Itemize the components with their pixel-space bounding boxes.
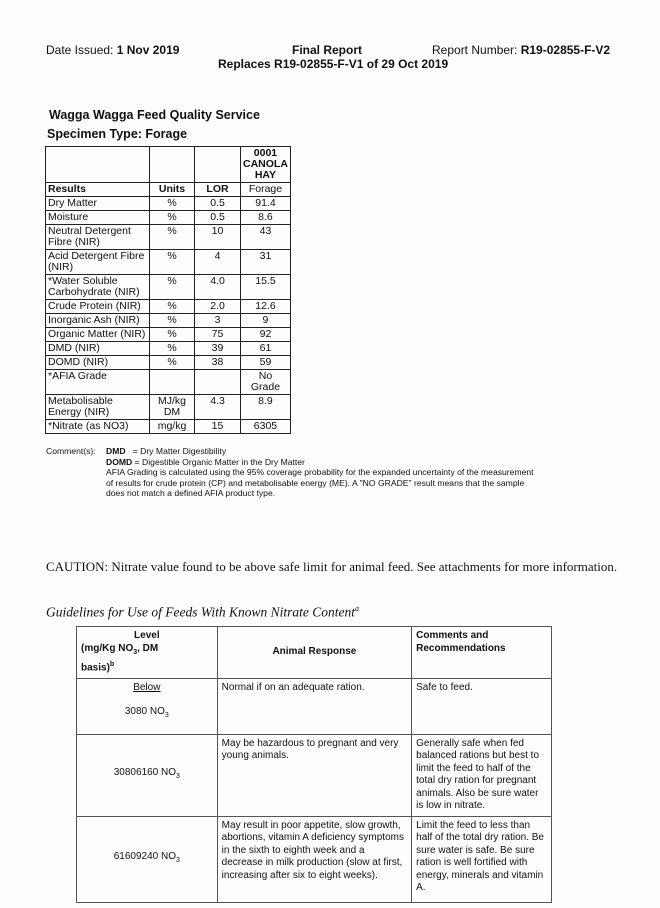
- result-lor: 39: [195, 342, 241, 356]
- level-cell: [77, 734, 218, 816]
- sample-name-2: HAY: [254, 169, 277, 181]
- result-lor: 2.0: [195, 300, 241, 314]
- result-units: %: [150, 314, 195, 328]
- result-units: %: [150, 275, 195, 300]
- result-name: DOMD (NIR): [46, 356, 150, 370]
- afia-note-line: does not match a defined AFIA product type.: [106, 488, 276, 498]
- guidelines-title-text: Guidelines for Use of Feeds With Known Nitrate Content: [46, 604, 355, 620]
- result-name: Inorganic Ash (NIR): [46, 314, 150, 328]
- empty-cell: [195, 147, 241, 183]
- report-number-value: R19-02855-F-V2: [520, 43, 611, 57]
- col-level-sup: b: [109, 661, 115, 668]
- col-level-line-1: Level: [134, 630, 160, 641]
- result-units: MJ/kg DM: [150, 395, 195, 420]
- level-value: [81, 706, 213, 723]
- result-value: 91.4: [241, 197, 291, 211]
- col-level-basis: basis): [81, 662, 110, 674]
- level-prefix: Below: [133, 681, 161, 693]
- result-name: Crude Protein (NIR): [46, 300, 150, 314]
- response-cell: May result in poor appetite, slow growth, abortions, vitamin A deficiency symptoms in the sixth to eighth week and a decrease in milk production (slow at first, increasing after six to eight weeks).: [217, 816, 411, 902]
- result-lor: 4: [195, 250, 241, 275]
- table-row: [77, 734, 552, 816]
- col-units: Units: [150, 183, 195, 197]
- response-cell: Normal if on an adequate ration.: [217, 678, 411, 734]
- result-value: 59: [241, 356, 291, 370]
- result-name: Metabolisable Energy (NIR): [46, 395, 150, 420]
- level-sub: 3: [164, 712, 169, 720]
- report-type: Final Report: [292, 43, 363, 57]
- level-value-text: 30806160 NO: [113, 767, 177, 779]
- result-units: %: [150, 211, 195, 225]
- guidelines-title: [46, 604, 359, 621]
- dmd-abbr: DMD: [106, 446, 126, 456]
- table-row: [46, 275, 291, 300]
- result-value: 43: [241, 225, 291, 250]
- level-value-text: 3080 NO: [124, 706, 165, 718]
- sample-name-1: CANOLA: [243, 158, 288, 170]
- result-lor: 0.5: [195, 211, 241, 225]
- level-sub: 3: [176, 773, 180, 781]
- level-cell: [77, 816, 218, 902]
- col-response-text: Animal Response: [272, 646, 357, 658]
- report-number-label: Report Number:: [432, 43, 518, 57]
- result-units: %: [150, 356, 195, 370]
- result-lor: [195, 370, 241, 395]
- result-value: 61: [241, 342, 291, 356]
- col-level-line-3: [81, 659, 213, 675]
- result-name: Moisture: [46, 211, 150, 225]
- result-units: %: [150, 328, 195, 342]
- comment-cell: Limit the feed to less than half of the total dry ration. Be sure water is safe. Be sure ration is well fortified with energy, minerals and vitamin A.: [412, 816, 552, 902]
- domd-definition: = Digestible Organic Matter in the Dry Matter: [134, 456, 305, 467]
- result-lor: 15: [195, 420, 241, 434]
- afia-note-line: AFIA Grading is calculated using the 95% coverage probability for the expanded uncertainty of the measurement: [106, 467, 534, 477]
- response-cell: May be hazardous to pregnant and very young animals.: [217, 734, 411, 816]
- date-issued: [46, 43, 179, 57]
- result-value: 8.6: [241, 211, 291, 225]
- comment-domd: [106, 457, 596, 468]
- result-units: %: [150, 197, 195, 211]
- guidelines-header-row: [77, 627, 552, 679]
- sample-id-text: 0001: [253, 147, 278, 159]
- comments-body: [106, 446, 596, 499]
- guidelines-table: [76, 626, 552, 903]
- table-row: [46, 197, 291, 211]
- table-row: [46, 225, 291, 250]
- table-row: [46, 250, 291, 275]
- col-lor: LOR: [195, 183, 241, 197]
- result-value: 8.9: [241, 395, 291, 420]
- level-cell: [77, 678, 218, 734]
- result-name: DMD (NIR): [46, 342, 150, 356]
- result-units: %: [150, 342, 195, 356]
- result-value: 9: [241, 314, 291, 328]
- col-level-sub: 3: [133, 648, 138, 656]
- table-row: [46, 356, 291, 370]
- result-name: Organic Matter (NIR): [46, 328, 150, 342]
- result-units: mg/kg: [150, 420, 195, 434]
- caution-text: CAUTION: Nitrate value found to be above safe limit for animal feed. See attachments for more information.: [46, 559, 618, 574]
- result-name: *AFIA Grade: [46, 370, 150, 395]
- comment-cell: Generally safe when fed balanced rations but best to limit the feed to half of the total dry ration for pregnant animals. Also be sure water is low in nitrate.: [412, 734, 552, 816]
- table-row: [77, 816, 552, 902]
- col-level-line-2: [81, 643, 213, 660]
- result-units: %: [150, 300, 195, 314]
- result-units: %: [150, 225, 195, 250]
- comment-cell: Safe to feed.: [412, 678, 552, 734]
- level-value-text: 61609240 NO: [113, 851, 177, 863]
- results-table: [45, 146, 291, 434]
- specimen-type: Specimen Type: Forage: [47, 127, 188, 141]
- report-number: [432, 43, 610, 57]
- table-row: [46, 211, 291, 225]
- result-lor: 38: [195, 356, 241, 370]
- result-value: 31: [241, 250, 291, 275]
- result-name: Dry Matter: [46, 197, 150, 211]
- table-row: [46, 395, 291, 420]
- result-name: *Water Soluble Carbohydrate (NIR): [46, 275, 150, 300]
- result-lor: 0.5: [195, 197, 241, 211]
- result-name: Acid Detergent Fibre (NIR): [46, 250, 150, 275]
- result-lor: 4.3: [195, 395, 241, 420]
- result-value: 12.6: [241, 300, 291, 314]
- afia-note-line: of results for crude protein (CP) and metabolisable energy (ME). A "NO GRADE" result means that the sample: [106, 477, 525, 488]
- table-row: [46, 314, 291, 328]
- date-issued-value: 1 Nov 2019: [116, 43, 180, 57]
- date-issued-label: Date Issued:: [46, 43, 114, 57]
- table-row: [46, 342, 291, 356]
- table-row: [46, 420, 291, 434]
- sample-id: [241, 147, 291, 183]
- level-sub: 3: [176, 857, 180, 865]
- empty-cell: [150, 147, 195, 183]
- results-header-row-2: [46, 183, 291, 197]
- comments-label: Comment(s):: [46, 446, 96, 456]
- table-row: [77, 678, 552, 734]
- service-title: Wagga Wagga Feed Quality Service: [49, 108, 260, 122]
- replaces-note: Replaces R19-02855-F-V1 of 29 Oct 2019: [218, 57, 449, 71]
- col-response-header: [217, 627, 411, 679]
- results-header-row-1: [46, 147, 291, 183]
- result-lor: 75: [195, 328, 241, 342]
- result-value: 6305: [241, 420, 291, 434]
- table-row: [46, 300, 291, 314]
- dmd-definition: = Dry Matter Digestibility: [132, 446, 227, 456]
- comment-dmd: [106, 446, 596, 457]
- table-row: [46, 328, 291, 342]
- empty-cell: [46, 147, 150, 183]
- col-level-text: (mg/Kg NO: [81, 642, 134, 654]
- col-results: Results: [46, 183, 150, 197]
- col-level-text-end: , DM: [137, 642, 159, 654]
- result-name: Neutral Detergent Fibre (NIR): [46, 225, 150, 250]
- col-comments-header: Comments and Recommendations: [412, 627, 552, 679]
- result-value: 92: [241, 328, 291, 342]
- guidelines-title-sup: a: [354, 604, 359, 613]
- result-lor: 3: [195, 314, 241, 328]
- col-level-header: [77, 627, 218, 679]
- result-units: [150, 370, 195, 395]
- result-units: %: [150, 250, 195, 275]
- result-lor: 10: [195, 225, 241, 250]
- result-name: *Nitrate (as NO3): [46, 420, 150, 434]
- result-value: No Grade: [241, 370, 291, 395]
- domd-abbr: DOMD: [106, 456, 133, 467]
- result-value: 15.5: [241, 275, 291, 300]
- table-row: [46, 370, 291, 395]
- result-lor: 4.0: [195, 275, 241, 300]
- col-sample-type: Forage: [241, 183, 291, 197]
